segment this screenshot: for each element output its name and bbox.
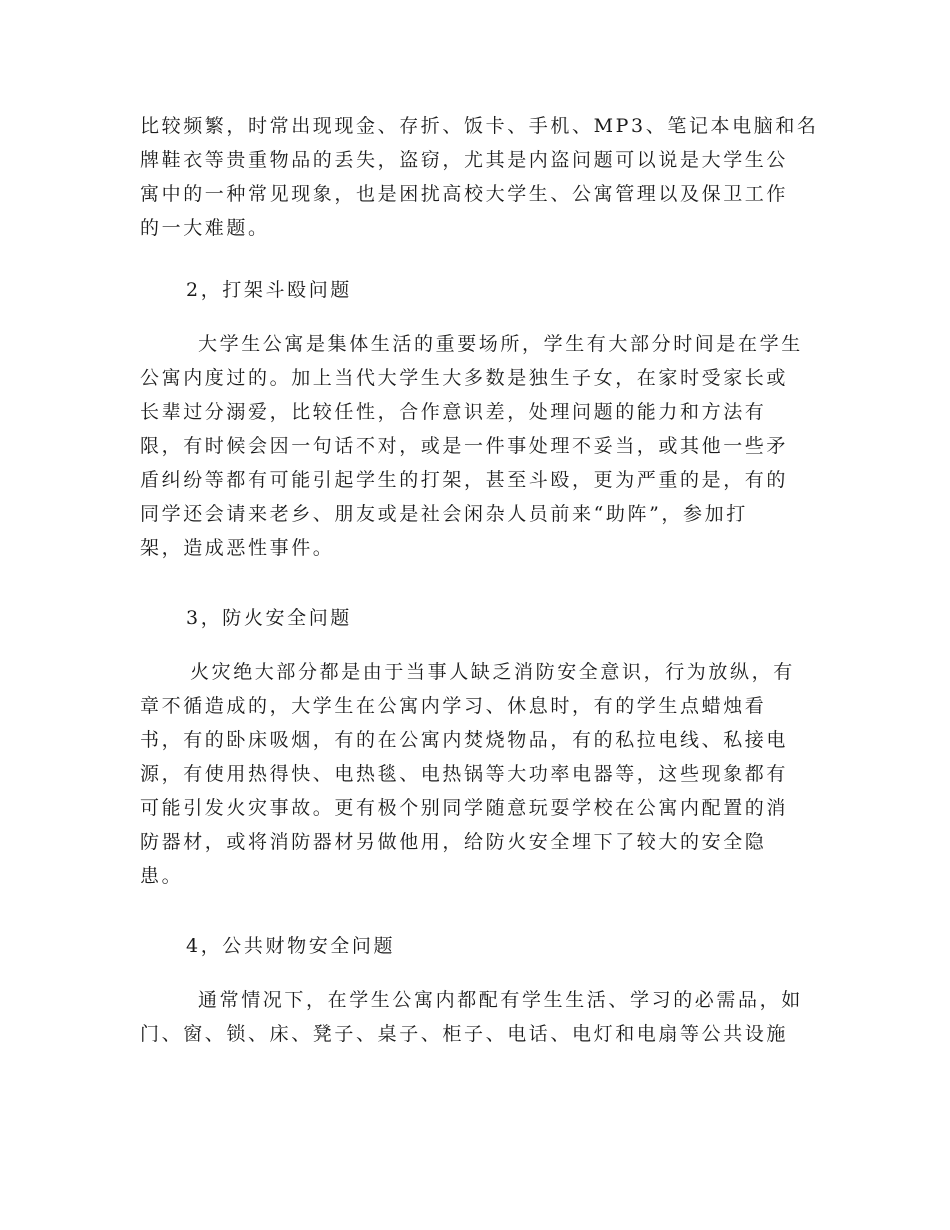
paragraph-line: 寓中的一种常见现象，也是困扰高校大学生、公寓管理以及保卫工作 <box>140 183 789 205</box>
paragraph-line: 限，有时候会因一句话不对，或是一件事处理不妥当，或其他一些矛 <box>140 435 789 457</box>
paragraph-line: 门、窗、锁、床、凳子、桌子、柜子、电话、电灯和电扇等公共设施 <box>140 1023 789 1045</box>
paragraph-line: 比较频繁，时常出现现金、存折、饭卡、手机、MP3、笔记本电脑和名 <box>140 115 819 137</box>
paragraph-line: 防器材，或将消防器材另做他用，给防火安全埋下了较大的安全隐 <box>140 831 767 853</box>
paragraph-line: 患。 <box>140 865 184 887</box>
paragraph-line: 同学还会请来老乡、朋友或是社会闲杂人员前来“助阵”，参加打 <box>140 503 748 525</box>
section-heading: 3，防火安全问题 <box>186 607 352 629</box>
paragraph-line: 大学生公寓是集体生活的重要场所，学生有大部分时间是在学生 <box>198 333 803 355</box>
paragraph-line: 架，造成恶性事件。 <box>140 537 335 559</box>
section-heading: 2，打架斗殴问题 <box>186 279 352 301</box>
paragraph-line: 章不循造成的，大学生在公寓内学习、休息时，有的学生点蜡烛看 <box>140 695 767 717</box>
paragraph-line: 的一大难题。 <box>140 217 270 239</box>
paragraph-line: 牌鞋衣等贵重物品的丢失，盗窃，尤其是内盗问题可以说是大学生公 <box>140 149 789 171</box>
paragraph-line: 盾纠纷等都有可能引起学生的打架，甚至斗殴，更为严重的是，有的 <box>140 469 789 491</box>
paragraph-line: 火灾绝大部分都是由于当事人缺乏消防安全意识，行为放纵，有 <box>190 661 795 683</box>
paragraph-line: 长辈过分溺爱，比较任性，合作意识差，处理问题的能力和方法有 <box>140 401 767 423</box>
section-heading: 4，公共财物安全问题 <box>186 935 396 957</box>
paragraph-line: 可能引发火灾事故。更有极个别同学随意玩耍学校在公寓内配置的消 <box>140 797 789 819</box>
paragraph-line: 通常情况下，在学生公寓内都配有学生生活、学习的必需品，如 <box>198 989 803 1011</box>
paragraph-line: 源，有使用热得快、电热毯、电热锅等大功率电器等，这些现象都有 <box>140 763 789 785</box>
paragraph-line: 公寓内度过的。加上当代大学生大多数是独生子女，在家时受家长或 <box>140 367 789 389</box>
paragraph-line: 书，有的卧床吸烟，有的在公寓内焚烧物品，有的私拉电线、私接电 <box>140 729 789 751</box>
